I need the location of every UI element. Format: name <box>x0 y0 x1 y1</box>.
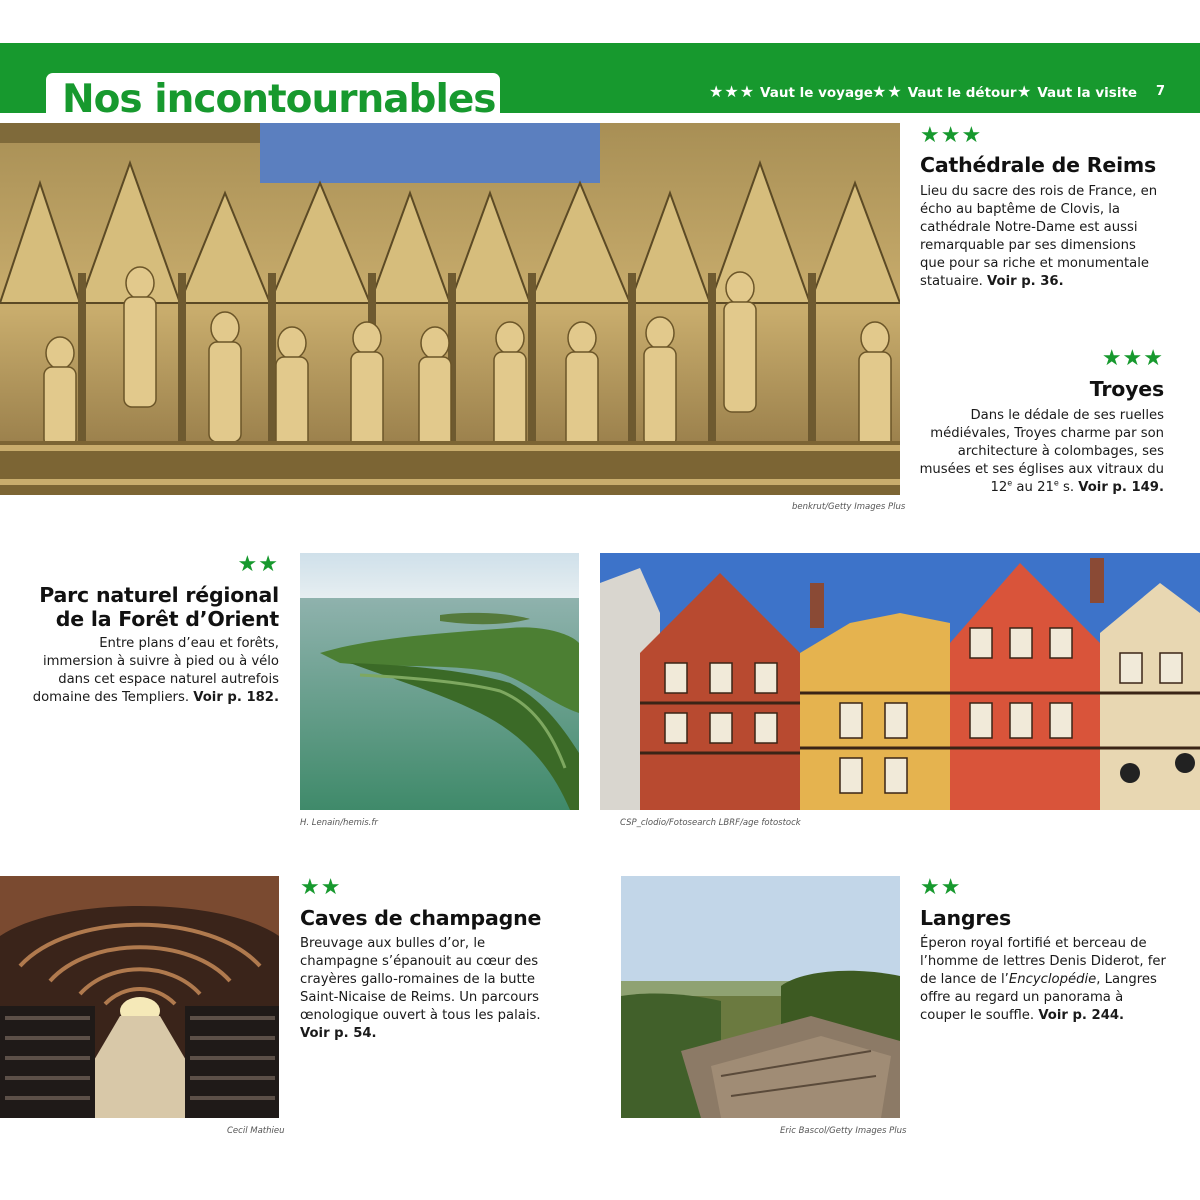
entry-title-troyes: Troyes <box>1089 377 1164 401</box>
photo-credit: H. Lenain/hemis.fr <box>300 818 378 828</box>
cellar-photo <box>0 876 279 1118</box>
two-star-icon: ★★ <box>300 875 342 900</box>
three-star-icon: ★★★ <box>920 123 983 148</box>
two-star-icon: ★★ <box>872 82 903 101</box>
two-star-icon: ★★ <box>920 875 962 900</box>
photo-credit: Eric Bascol/Getty Images Plus <box>780 1126 907 1136</box>
page-reference: Voir p. 54. <box>300 1026 377 1041</box>
entry-description: Dans le dédale de ses ruelles médiévales, Troyes charme par son architecture à colombages, ses musées et ses églises aux vitraux du <box>919 408 1164 477</box>
century-end: 21 <box>1037 480 1054 495</box>
page-reference: Voir p. 182. <box>193 690 279 705</box>
entry-description-cont: , Langres offre au regard un panorama à couper le souffle. <box>920 972 1157 1023</box>
book-title: Encyclopédie <box>1008 972 1097 987</box>
entry-title-orient <box>20 583 279 631</box>
two-star-icon: ★★ <box>237 552 279 577</box>
page-reference: Voir p. 36. <box>987 274 1064 289</box>
legend-label: Vaut la visite <box>1037 85 1138 101</box>
entry-text-reims <box>920 183 1160 291</box>
century-suffix: e <box>1007 478 1013 488</box>
legend-item-1-star <box>1017 83 1137 102</box>
entry-description: Entre plans d’eau et forêts, immersion à suivre à pied ou à vélo dans cet espace naturel autrefois domaine des Templiers. <box>32 636 279 705</box>
entry-text-troyes <box>918 407 1164 497</box>
entry-description: Éperon royal fortifié et berceau de l’homme de lettres Denis Diderot, fer de lance de l’ <box>920 936 1166 987</box>
entry-description: Breuvage aux bulles d’or, le champagne s’épanouit au cœur des crayères gallo-romaines de la butte Saint-Nicaise de Reims. Un parcours œnologique ouvert à tous les palais. <box>300 936 541 1023</box>
three-star-icon: ★★★ <box>1101 346 1164 371</box>
photo-credit: benkrut/Getty Images Plus <box>792 502 906 512</box>
photo-credit: Cecil Mathieu <box>227 1126 285 1136</box>
legend-item-2-stars <box>872 83 1017 102</box>
century-between: au <box>1016 480 1033 495</box>
troyes-houses-photo <box>600 553 1200 810</box>
entry-title-langres: Langres <box>920 906 1011 930</box>
photo-credit: CSP_clodio/Fotosearch LBRF/age fotostock <box>620 818 801 828</box>
entry-text-langres <box>920 935 1172 1025</box>
century-label: s. <box>1062 480 1075 495</box>
entry-description: Lieu du sacre des rois de France, en écho au baptême de Clovis, la cathédrale Notre-Dame est aussi remarquable par ses dimensions que pour sa riche et monumentale statuaire. <box>920 184 1158 289</box>
title-line: de la Forêt d’Orient <box>55 607 279 631</box>
entry-title-reims: Cathédrale de Reims <box>920 153 1157 177</box>
legend-label: Vaut le détour <box>907 85 1017 101</box>
title-line: Parc naturel régional <box>39 583 279 607</box>
page-reference: Voir p. 149. <box>1078 480 1164 495</box>
entry-text-caves <box>300 935 555 1043</box>
entry-text-orient <box>30 635 279 707</box>
legend-label: Vaut le voyage <box>760 85 873 101</box>
century-suffix: e <box>1053 478 1059 488</box>
page-reference: Voir p. 244. <box>1038 1008 1125 1023</box>
lake-photo <box>300 553 579 810</box>
langres-photo <box>621 876 900 1118</box>
star-icon: ★ <box>1017 82 1033 101</box>
page-title: Nos incontournables <box>62 77 496 122</box>
century-start: 12 <box>990 480 1008 495</box>
legend-item-3-stars <box>709 83 873 102</box>
entry-title-caves: Caves de champagne <box>300 906 542 930</box>
page-number: 7 <box>1156 84 1166 99</box>
three-star-icon: ★★★ <box>709 82 756 101</box>
cathedral-photo <box>0 123 900 495</box>
